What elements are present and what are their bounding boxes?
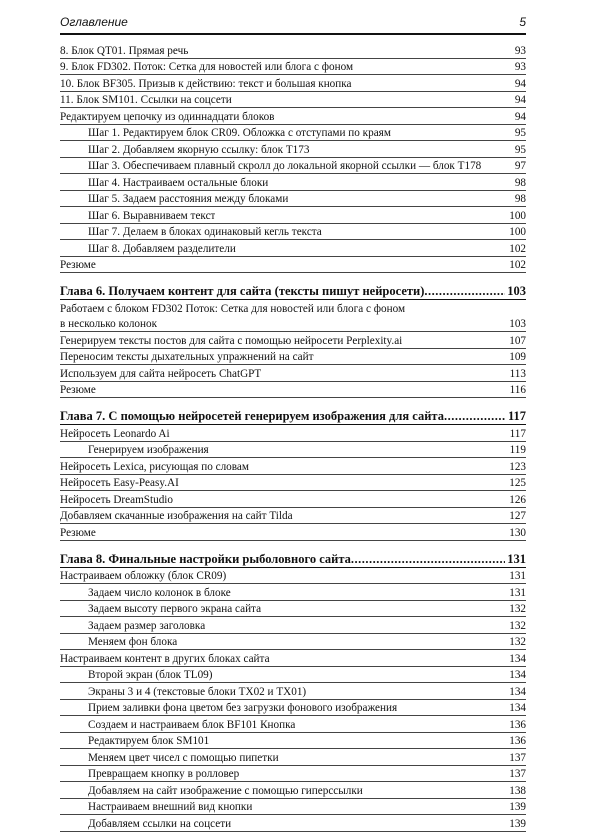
toc-entry[interactable] bbox=[60, 108, 526, 125]
toc-entry-title: Шаг 5. Задаем расстояния между блоками bbox=[88, 193, 289, 205]
toc-entry-page-number: 98 bbox=[514, 193, 526, 205]
toc-entry-page-number: 126 bbox=[509, 493, 526, 506]
toc-entry[interactable] bbox=[60, 316, 526, 333]
toc-entry-page-number: 100 bbox=[509, 226, 526, 238]
toc-entry-title: 8. Блок QT01. Прямая речь bbox=[60, 44, 189, 57]
toc-entry-title: Резюме bbox=[60, 259, 96, 271]
toc-entry-title: Меняем фон блока bbox=[88, 636, 178, 648]
toc-entry-title: Шаг 6. Выравниваем текст bbox=[88, 209, 216, 222]
toc-entry-title: Настраиваем внешний вид кнопки bbox=[88, 801, 253, 813]
toc-entry[interactable] bbox=[60, 141, 526, 158]
toc-entry-title: Нейросеть Easy-Peasy.AI bbox=[60, 477, 179, 489]
toc-entry[interactable] bbox=[60, 524, 526, 541]
toc-entry-page-number: 98 bbox=[514, 176, 526, 189]
toc-entry[interactable] bbox=[60, 650, 526, 667]
toc-entry-title: Добавляем ссылки на соцсети bbox=[88, 817, 232, 830]
page-number: 5 bbox=[519, 15, 526, 29]
toc-entry[interactable] bbox=[60, 815, 526, 832]
toc-entry-page-number: 119 bbox=[509, 444, 526, 456]
toc-entry-title: Редактируем блок SM101 bbox=[88, 735, 210, 747]
toc-entry-page-number: 116 bbox=[509, 384, 526, 396]
toc-entry[interactable] bbox=[60, 667, 526, 684]
leader-dots bbox=[424, 284, 505, 299]
toc-entry-page-number: 94 bbox=[514, 94, 526, 106]
leader-dots bbox=[351, 552, 505, 567]
toc-entry-page-number: 132 bbox=[509, 603, 526, 615]
toc-entry-title: Генерируем тексты постов для сайта с помощью нейросети Perplexity.ai bbox=[60, 334, 403, 347]
toc-entry[interactable] bbox=[60, 207, 526, 224]
chapter-page-number: 117 bbox=[507, 409, 526, 423]
toc-entry[interactable] bbox=[60, 733, 526, 750]
toc-entry-page-number: 95 bbox=[514, 127, 526, 139]
toc-entry[interactable] bbox=[60, 458, 526, 475]
chapter-title: Глава 8. Финальные настройки рыболовного сайта bbox=[60, 551, 351, 566]
toc-entry[interactable] bbox=[60, 782, 526, 799]
toc-entry-page-number: 134 bbox=[509, 652, 526, 665]
toc-entry-title: Второй экран (блок TL09) bbox=[88, 669, 213, 681]
toc-entry[interactable] bbox=[60, 158, 526, 175]
toc-entry-title: Резюме bbox=[60, 526, 96, 539]
toc-entry-page-number: 113 bbox=[509, 367, 526, 380]
toc-entry-page-number: 107 bbox=[509, 334, 526, 347]
toc-entry-page-number: 134 bbox=[509, 702, 526, 714]
toc-entry-title: 9. Блок FD302. Поток: Сетка для новостей или блога с фоном bbox=[60, 61, 354, 73]
chapter-title: Глава 6. Получаем контент для сайта (тексты пишут нейросети) bbox=[60, 284, 425, 298]
toc-entry-title: Настраиваем обложку (блок CR09) bbox=[60, 570, 227, 582]
toc-entry-page-number: 134 bbox=[509, 669, 526, 681]
toc-entry[interactable] bbox=[60, 300, 526, 316]
toc-entry-title: Нейросеть DreamStudio bbox=[60, 493, 174, 506]
toc-entry-page-number: 132 bbox=[509, 636, 526, 648]
chapter-heading[interactable] bbox=[60, 550, 526, 568]
toc-entry-page-number: 138 bbox=[509, 784, 526, 797]
toc-entry[interactable] bbox=[60, 174, 526, 191]
toc-entry[interactable] bbox=[60, 240, 526, 257]
toc-entry[interactable] bbox=[60, 332, 526, 349]
toc-entry[interactable] bbox=[60, 125, 526, 142]
chapter-page-number: 103 bbox=[507, 284, 526, 298]
page-header bbox=[60, 12, 526, 32]
chapter-heading[interactable] bbox=[60, 282, 526, 300]
toc-entry-title: Нейросеть Lexica, рисующая по словам bbox=[60, 460, 249, 473]
header-rule bbox=[60, 33, 526, 35]
toc-entry[interactable] bbox=[60, 257, 526, 274]
toc-entry[interactable] bbox=[60, 475, 526, 492]
toc-entry-title: Переносим тексты дыхательных упражнений на сайт bbox=[60, 351, 314, 363]
toc-entry[interactable] bbox=[60, 700, 526, 717]
toc-entry-title: 10. Блок BF305. Призыв к действию: текст и большая кнопка bbox=[60, 77, 352, 90]
toc-entry-title: 11. Блок SM101. Ссылки на соцсети bbox=[60, 94, 232, 106]
toc-entry-title: Шаг 4. Настраиваем остальные блоки bbox=[88, 176, 269, 189]
toc-entry[interactable] bbox=[60, 425, 526, 442]
toc-entry-page-number: 102 bbox=[509, 259, 526, 271]
toc-entry-page-number: 102 bbox=[509, 242, 526, 255]
toc-entry-title: Задаем число колонок в блоке bbox=[88, 586, 231, 599]
toc-entry-title: Задаем размер заголовка bbox=[88, 619, 206, 632]
toc-entry-page-number: 139 bbox=[509, 817, 526, 830]
toc-entry-page-number: 109 bbox=[509, 351, 526, 363]
toc-entry-page-number: 132 bbox=[509, 619, 526, 632]
toc-entry[interactable] bbox=[60, 365, 526, 382]
toc-entry-page-number: 103 bbox=[509, 318, 526, 330]
toc-entry-title: Шаг 3. Обеспечиваем плавный скролл до локальной якорной ссылки — блок T178 bbox=[88, 160, 482, 172]
toc-entry-page-number: 131 bbox=[509, 586, 526, 599]
toc-entry[interactable] bbox=[60, 442, 526, 459]
toc-entry-title: Добавляем на сайт изображение с помощью гиперссылки bbox=[88, 784, 363, 797]
toc-entry-page-number: 94 bbox=[514, 77, 526, 90]
toc-entry-title: Работаем с блоком FD302 Поток: Сетка для новостей или блога с фоном bbox=[60, 302, 406, 315]
toc-entry[interactable] bbox=[60, 382, 526, 399]
toc-entry-title: Создаем и настраиваем блок BF101 Кнопка bbox=[88, 718, 296, 731]
toc-entry[interactable] bbox=[60, 349, 526, 366]
toc-entry[interactable] bbox=[60, 491, 526, 508]
toc-entry-page-number: 136 bbox=[509, 718, 526, 731]
toc-entry[interactable] bbox=[60, 683, 526, 700]
toc-entry[interactable] bbox=[60, 75, 526, 92]
toc-entry-title: Генерируем изображения bbox=[88, 444, 209, 456]
toc-entry-title: Меняем цвет чисел с помощью пипетки bbox=[88, 751, 279, 764]
toc-entry[interactable] bbox=[60, 59, 526, 76]
toc-entry-page-number: 97 bbox=[514, 160, 526, 172]
toc-entry-title: Используем для сайта нейросеть ChatGPT bbox=[60, 367, 262, 380]
toc-entry-title: Резюме bbox=[60, 384, 96, 396]
toc-entry-page-number: 94 bbox=[514, 110, 526, 123]
toc-entry-page-number: 93 bbox=[514, 61, 526, 73]
toc-entry-page-number: 134 bbox=[509, 685, 526, 698]
toc-entry[interactable] bbox=[60, 799, 526, 816]
toc-entry-page-number: 117 bbox=[509, 427, 526, 440]
toc-entry[interactable] bbox=[60, 716, 526, 733]
toc-entry[interactable] bbox=[60, 749, 526, 766]
toc-entry-title: Шаг 8. Добавляем разделители bbox=[88, 242, 236, 255]
toc-entry[interactable] bbox=[60, 191, 526, 208]
toc-entry-page-number: 136 bbox=[509, 735, 526, 747]
toc-entry-title: Шаг 7. Делаем в блоках одинаковый кегль текста bbox=[88, 226, 322, 238]
toc-entry-page-number: 123 bbox=[509, 460, 526, 473]
toc-entry-page-number: 139 bbox=[509, 801, 526, 813]
toc-entry-title: Экраны 3 и 4 (текстовые блоки TX02 и TX01) bbox=[88, 685, 307, 698]
toc-entry-title: Шаг 2. Добавляем якорную ссылку: блок T173 bbox=[88, 143, 310, 156]
toc-entry[interactable] bbox=[60, 92, 526, 109]
toc-entry-title: Нейросеть Leonardo Ai bbox=[60, 427, 170, 440]
toc-entry[interactable] bbox=[60, 224, 526, 241]
toc-entry-page-number: 95 bbox=[514, 143, 526, 156]
toc-entry-title: Шаг 1. Редактируем блок CR09. Обложка с отступами по краям bbox=[88, 127, 391, 139]
toc-entry[interactable] bbox=[60, 42, 526, 59]
toc-entry-page-number: 100 bbox=[509, 209, 526, 222]
chapter-heading[interactable] bbox=[60, 407, 526, 425]
toc-entry-title: в несколько колонок bbox=[60, 318, 158, 330]
toc-entry-title: Задаем высоту первого экрана сайта bbox=[88, 603, 262, 615]
toc-entry-page-number: 125 bbox=[509, 477, 526, 489]
toc-entry-title: Добавляем скачанные изображения на сайт Tilda bbox=[60, 510, 293, 522]
toc-entry[interactable] bbox=[60, 601, 526, 618]
running-title: Оглавление bbox=[60, 15, 128, 29]
toc-entry[interactable] bbox=[60, 617, 526, 634]
toc-entry-page-number: 93 bbox=[514, 44, 526, 57]
toc-entry[interactable] bbox=[60, 568, 526, 585]
toc-entry-title: Редактируем цепочку из одиннадцати блоков bbox=[60, 110, 275, 123]
toc-entry[interactable] bbox=[60, 508, 526, 525]
toc-entry-page-number: 131 bbox=[509, 570, 526, 582]
toc-entry-title: Прием заливки фона цветом без загрузки фонового изображения bbox=[88, 702, 398, 714]
toc-entry[interactable] bbox=[60, 766, 526, 783]
table-of-contents bbox=[60, 42, 526, 832]
chapter-title: Глава 7. С помощью нейросетей генерируем изображения для сайта bbox=[60, 409, 444, 423]
toc-entry[interactable] bbox=[60, 634, 526, 651]
toc-entry-title: Настраиваем контент в других блоках сайта bbox=[60, 652, 270, 665]
toc-entry-page-number: 137 bbox=[509, 751, 526, 764]
toc-entry-page-number: 130 bbox=[509, 526, 526, 539]
toc-entry-page-number: 137 bbox=[509, 768, 526, 780]
chapter-page-number: 131 bbox=[507, 551, 526, 566]
leader-dots bbox=[444, 409, 506, 424]
toc-entry[interactable] bbox=[60, 584, 526, 601]
toc-entry-title: Превращаем кнопку в ролловер bbox=[88, 768, 240, 780]
toc-entry-page-number: 127 bbox=[509, 510, 526, 522]
